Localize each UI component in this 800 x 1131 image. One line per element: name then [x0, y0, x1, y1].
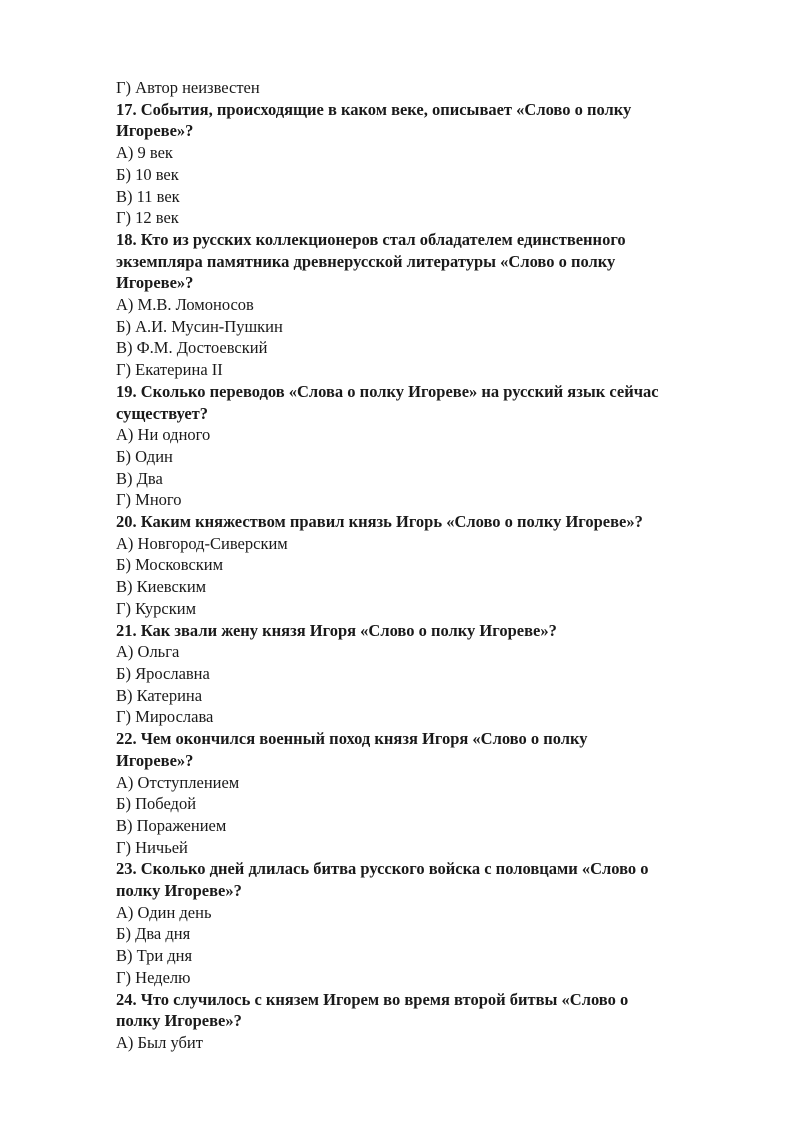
question-text: Игореве»?: [116, 273, 194, 293]
answer-option: Г) Неделю: [116, 967, 191, 987]
answer-option: Б) Один: [116, 446, 173, 466]
answer-option: В) Ф.М. Достоевский: [116, 338, 268, 358]
answer-option: Г) Много: [116, 490, 182, 510]
answer-option: Г) Курским: [116, 598, 197, 618]
question-text: 20. Каким княжеством правил князь Игорь «Слово о полку Игореве»?: [116, 512, 643, 532]
question-block: [116, 99, 756, 229]
question-text: 23. Сколько дней длилась битва русского войска с половцами «Слово о: [116, 859, 649, 879]
question-block: [116, 381, 756, 511]
answer-option: А) М.В. Ломоносов: [116, 295, 254, 315]
question-text: Игореве»?: [116, 750, 194, 770]
answer-option: В) Два: [116, 468, 163, 488]
answer-option: А) Отступлением: [116, 772, 240, 792]
answer-option: Г) Мирослава: [116, 707, 214, 727]
document-page: [116, 77, 756, 1054]
answer-option: Г) Ничьей: [116, 837, 188, 857]
answer-option: А) Один день: [116, 902, 212, 922]
answer-option: А) Ни одного: [116, 425, 211, 445]
answer-option: В) Катерина: [116, 685, 203, 705]
question-text: 17. События, происходящие в каком веке, описывает «Слово о полку: [116, 99, 632, 119]
answer-option: Б) 10 век: [116, 164, 179, 184]
answer-option: Г) Екатерина II: [116, 360, 223, 380]
answer-option: Г) 12 век: [116, 208, 179, 228]
question-block: [116, 511, 756, 620]
answer-option: А) Ольга: [116, 642, 180, 662]
question-block: [116, 989, 756, 1054]
answer-option: А) Был убит: [116, 1032, 203, 1052]
question-text: полку Игореве»?: [116, 1011, 242, 1031]
answer-option: Г) Автор неизвестен: [116, 78, 260, 97]
question-list: [116, 99, 756, 1054]
answer-option: Б) Победой: [116, 794, 197, 814]
answer-option: Б) А.И. Мусин-Пушкин: [116, 316, 283, 336]
question-text: 24. Что случилось с князем Игорем во время второй битвы «Слово о: [116, 989, 629, 1009]
question-text: 19. Сколько переводов «Слова о полку Игореве» на русский язык сейчас: [116, 381, 659, 401]
answer-option: В) 11 век: [116, 186, 180, 206]
answer-option: А) Новгород-Сиверским: [116, 533, 288, 553]
question-block: [116, 620, 756, 729]
question-text: Игореве»?: [116, 121, 194, 141]
question-block: [116, 858, 756, 988]
question-text: существует?: [116, 403, 209, 423]
question-text: 18. Кто из русских коллекционеров стал обладателем единственного: [116, 229, 626, 249]
answer-option: В) Три дня: [116, 946, 193, 966]
question-block: [116, 728, 756, 858]
question-text: экземпляра памятника древнерусской литературы «Слово о полку: [116, 251, 616, 271]
answer-option: В) Поражением: [116, 815, 227, 835]
question-block: [116, 229, 756, 381]
answer-option: Б) Два дня: [116, 924, 191, 944]
answer-option: Б) Московским: [116, 555, 224, 575]
question-text: 21. Как звали жену князя Игоря «Слово о полку Игореве»?: [116, 620, 557, 640]
question-text: полку Игореве»?: [116, 881, 242, 901]
answer-option: В) Киевским: [116, 577, 207, 597]
answer-option: Б) Ярославна: [116, 663, 210, 683]
question-text: 22. Чем окончился военный поход князя Игоря «Слово о полку: [116, 729, 588, 749]
answer-option: А) 9 век: [116, 143, 173, 163]
